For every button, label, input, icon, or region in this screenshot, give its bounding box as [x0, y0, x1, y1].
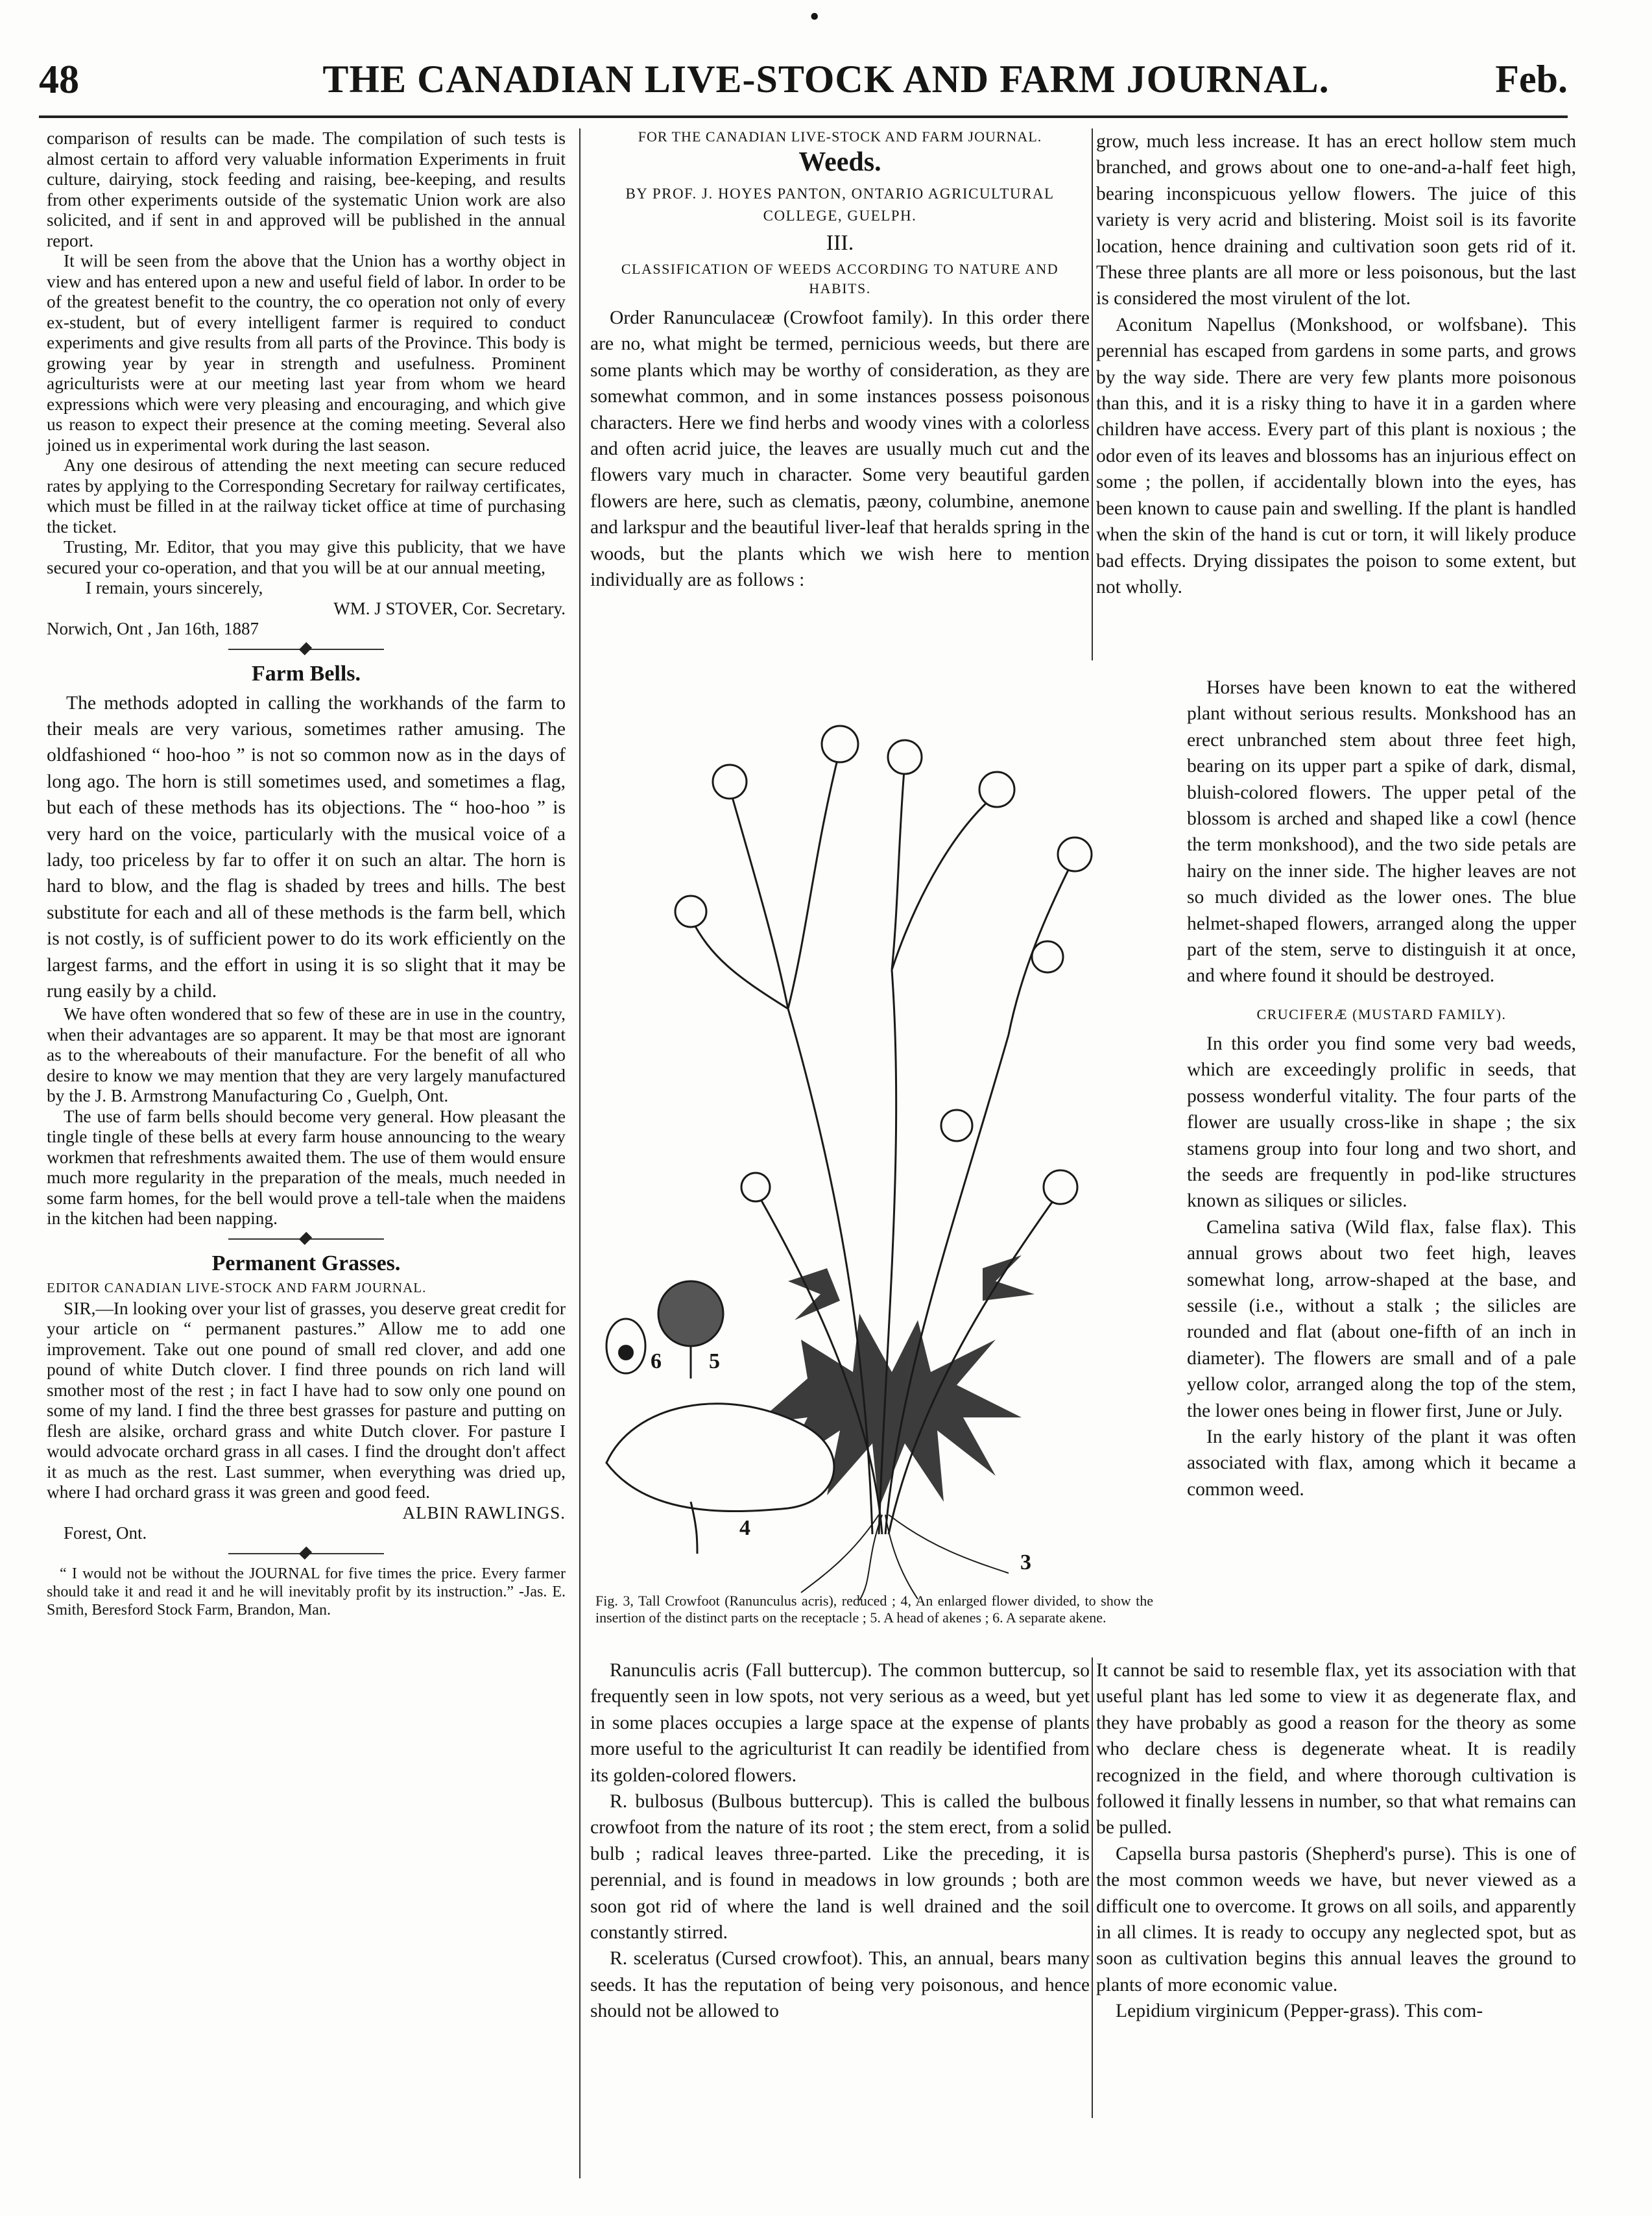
- paragraph: Ranunculis acris (Fall buttercup). The common buttercup, so frequently seen in low spots, not very serious as a weed, but yet in some places occupies a large space at the expense of plants more useful to the agriculturist It can readily be identified from its golden-colored flowers.: [590, 1660, 1090, 1786]
- article-credit: FOR THE CANADIAN LIVE-STOCK AND FARM JOURNAL.: [638, 128, 1042, 145]
- paragraph: R. sceleratus (Cursed crowfoot). This, an annual, bears many seeds. It has the reputation of being very poisonous, and hence should not be allowed to: [590, 1948, 1090, 2022]
- editor-salutation: EDITOR CANADIAN LIVE-STOCK AND FARM JOURNAL.: [47, 1279, 427, 1295]
- paragraph: Order Ranunculaceæ (Crowfoot family). In this order there are no, what might be termed, pernicious weeds, but there are some plants which may be worthy of consideration, as they are somewhat common, and in some instances possess poisonous characters. Here we find herbs and woody vines with a colorless and often acrid juice, the leaves are usually much cut and the flowers vary much in character. Some very beautiful garden flowers are here, such as clematis, pæony, columbine, anemone and larkspur and the beautiful liver-leaf that heralds spring in the woods, but the plants which we wish here to mention individually are as follows :: [590, 307, 1090, 591]
- part-number: III.: [826, 231, 854, 255]
- section-title-grasses: Permanent Grasses.: [211, 1251, 401, 1275]
- paragraph: Camelina sativa (Wild flax, false flax). This annual grows about two feet high, leaves somewhat long, arrow-shaped at the base, and sessile (i.e., without a stalk ; the silicles are rounded and flat (about one-fifth of an inch in diameter). The flowers are small and of a pale yellow color, arranged along the top of the stem, the lower ones being in flower first, June or July.: [1187, 1216, 1576, 1421]
- paragraph: grow, much less increase. It has an erect hollow stem much branched, and grows about one to one-and-a-half feet high, bearing inconspicuous yellow flowers. The juice of this variety is very acrid and blistering. Moist soil is its favorite location, hence draining and cultivation soon gets rid of it. These three plants are all more or less poisonous, but the last is considered the most virulent of the lot.: [1096, 131, 1576, 309]
- paragraph: The methods adopted in calling the workhands of the farm to their meals are very various, sometimes rather amusing. The oldfashioned “ hoo-hoo ” is not so common now as in the days of long ago. The horn is still sometimes used, and sometimes a flag, but each of these methods has its objections. The “ hoo-hoo ” is very hard on the voice, particularly with the musical voice of a lady, too priceless by far to offer it on such an altar. The horn is hard to blow, and the flag is shaded by trees and hills. The best substitute for each and all of these methods is the farm bell, which is not costly, is of sufficient power to do its work efficiently on the largest farms, and the effort in using it is so slight that it may be rung easily by a child.: [47, 692, 566, 1002]
- article-title: Weeds.: [798, 147, 881, 177]
- paragraph: Horses have been known to eat the withered plant without serious results. Monkshood has an erect unbranched stem about three feet high, bearing on its upper part a spike of dark, dismal, bluish-colored flowers. The upper petal of the blossom is arched and shaped like a cowl (hence the term monkshood), and the two side petals are hairy on the inner side. The higher leaves are not so much divided as the lower ones. The blue helmet-shaped flowers, arranged along the upper part of the stem, serve to distinguish it at once, and where found it should be destroyed.: [1187, 677, 1576, 987]
- tall-crowfoot-illustration: [593, 697, 1177, 1602]
- section-ornament: [228, 1234, 384, 1244]
- weeds-intro: [590, 305, 1090, 593]
- section-title-crucifer: CRUCIFERÆ (MUSTARD FAMILY).: [1256, 1006, 1507, 1022]
- paragraph: The use of farm bells should become very general. How pleasant the tingle tingle of these bells at every farm house announcing to the weary workmen that refreshments awaited them. The use of them would ensure much more regularity in the preparation of the meals, much needed in some farm homes, for the bell would prove a tell-tale when the maidens in the kitchen had been napping.: [47, 1106, 566, 1229]
- column-3-lower: [1096, 1657, 1576, 2025]
- paragraph: Trusting, Mr. Editor, that you may give this publicity, that we have secured your co-operation, and that you will be at our annual meeting,: [47, 537, 566, 577]
- farm-bells-article-cont: [47, 1004, 566, 1229]
- column-rule-2: [1092, 128, 1093, 660]
- paragraph: R. bulbosus (Bulbous buttercup). This is called the bulbous crowfoot from the nature of its root ; the stem erect, from a solid bulb ; radical leaves three-parted. Like the preceding, it is perennial, and is found in meadows in low grounds ; both are soon got rid of where the land is well drained and the soil constantly stirred.: [590, 1791, 1090, 1944]
- print-mark: •: [809, 1, 820, 32]
- byline: BY PROF. J. HOYES PANTON, ONTARIO AGRICULTURAL COLLEGE, GUELPH.: [625, 186, 1055, 224]
- dateline: Norwich, Ont , Jan 16th, 1887: [47, 619, 259, 638]
- paragraph: Lepidium virginicum (Pepper-grass). This com-: [1116, 2001, 1483, 2022]
- paragraph: Aconitum Napellus (Monkshood, or wolfsbane). This perennial has escaped from gardens in some parts, and grows by the way side. There are very few plants more poisonous than this, and it is a risky thing to have it in a garden where children have access. Every part of this plant is noxious ; the odor even of its leaves and blossoms has an injurious effect on some ; the pollen, if accidentally blown into the eyes, has been known to cause pain and swelling. If the plant is handled when the skin of the hand is cut or torn, it will likely produce bad effects. Drying dissipates the poison to some extent, but not wholly.: [1096, 314, 1576, 597]
- page-month: Feb.: [1495, 58, 1568, 101]
- column-2-lower: [590, 1657, 1090, 2025]
- paragraph: “ I would not be without the JOURNAL for five times the price. Every farmer should take it and read it and he will inevitably profit by its instruction.” -Jas. E. Smith, Beresford Stock Farm, Brandon, Man.: [47, 1565, 566, 1619]
- flax-shepherds-section: [1096, 1657, 1576, 2025]
- column-3: [1096, 128, 1576, 600]
- column-3-narrow: [1187, 675, 1576, 1502]
- weeds-cont: [1096, 128, 1576, 600]
- place: Forest, Ont.: [64, 1523, 147, 1543]
- signature: WM. J STOVER, Cor. Secretary.: [333, 598, 566, 618]
- figure-caption: Fig. 3, Tall Crowfoot (Ranunculus acris), reduced ; 4, An enlarged flower divided, to show the insertion of the distinct parts on the receptacle ; 5. A head of akenes ; 6. A separate akene.: [595, 1593, 1153, 1626]
- column-2: [590, 128, 1090, 593]
- header-rule: [39, 115, 1568, 118]
- grasses-letter: [47, 1299, 566, 1503]
- column-1: [47, 128, 566, 1619]
- closing: I remain, yours sincerely,: [86, 578, 263, 597]
- monkshood-cont: [1187, 675, 1576, 989]
- page-number: 48: [39, 58, 79, 102]
- paragraph: It cannot be said to resemble flax, yet its association with that useful plant has led some to view it as degenerate flax, and they have probably as good a reason for the theory as some who declare chess is degenerate wheat. It is readily recognized in the field, and where thorough cultivation is followed it finally lessens in number, so that what remains can be pulled.: [1096, 1660, 1576, 1838]
- farm-bells-article: [47, 690, 566, 1005]
- figure-label: 6: [651, 1349, 662, 1373]
- testimonial: [47, 1565, 566, 1619]
- figure-label: 4: [739, 1516, 750, 1540]
- section-ornament: [228, 645, 384, 654]
- paragraph: Capsella bursa pastoris (Shepherd's purse). This is one of the most common weeds we have, but never viewed as a difficult one to overcome. It grows on all soils, and apparently in all climes. It is ready to occupy any neglected spot, but as soon as cultivation begins this annual leaves the ground to plants of more economic value.: [1096, 1843, 1576, 1995]
- paragraph: SIR,—In looking over your list of grasses, you deserve great credit for your article on “ permanent pastures.” Allow me to add one improvement. Take out one pound of small red clover, and add one pound of white Dutch clover. I find three pounds on rich land will smother most of the rest ; in fact I have had to sow only one pound on some of my land. I find the three best grasses for pasture and putting on flesh are alsike, orchard grass and white Dutch clover. For pasture I would advocate orchard grass in all cases. I find the drought don't affect it as much as the rest. Last summer, when everything was dried up, where I had orchard grass it was green and good feed.: [47, 1298, 566, 1502]
- union-letter: [47, 128, 566, 578]
- paragraph: It will be seen from the above that the Union has a worthy object in view and has entered upon a new and useful field of labor. In order to be of the greatest benefit to the country, the co operation not only of every ex-student, but of every intelligent farmer is required to conduct experiments and give results from all parts of the Province. This body is growing year by year in strength and usefulness. Prominent agriculturists were at our meeting last year from whom we heard expressions which were very pleasing and encouraging, and which give us reason to expect their presence at the coming meeting. Several also joined us in experimental work during the last season.: [47, 251, 566, 455]
- crucifer-section: [1187, 1031, 1576, 1502]
- journal-title: THE CANADIAN LIVE-STOCK AND FARM JOURNAL.: [322, 58, 1330, 101]
- paragraph: In the early history of the plant it was often associated with flax, among which it became a common weed.: [1187, 1426, 1576, 1500]
- figure-label: 3: [1020, 1550, 1031, 1574]
- buttercup-section: [590, 1657, 1090, 2025]
- signature: ALBIN RAWLINGS.: [402, 1502, 566, 1523]
- subhead: CLASSIFICATION OF WEEDS ACCORDING TO NATURE AND HABITS.: [621, 261, 1059, 296]
- column-rule-1: [579, 128, 581, 2178]
- section-ornament: [228, 1549, 384, 1558]
- column-rule-3: [1092, 1657, 1093, 2118]
- paragraph: In this order you find some very bad weeds, which are exceedingly prolific in seeds, that possess wonderful vitality. The four parts of the flower are usually cross-like in shape ; the six stamens group into four long and two short, and the seeds are frequently in pod-like structures known as siliques or silicles.: [1187, 1033, 1576, 1212]
- section-title-farm-bells: Farm Bells.: [251, 661, 361, 686]
- paragraph: We have often wondered that so few of these are in use in the country, when their advantages are so apparent. It may be that most are ignorant as to the whereabouts of their manufacture. For the benefit of all who desire to know we may mention that they are very largely manufactured by the J. B. Armstrong Manufacturing Co , Guelph, Ont.: [47, 1004, 566, 1106]
- paragraph: comparison of results can be made. The compilation of such tests is almost certain to afford very valuable information Experiments in fruit culture, dairying, stock feeding and raising, bee-keeping, and results from other experiments outside of the systematic Union work are also solicited, and if sent in and approved will be published in the annual report.: [47, 128, 566, 250]
- paragraph: Any one desirous of attending the next meeting can secure reduced rates by applying to the Corresponding Secretary for railway certificates, which must be filled in at the railway ticket office at time of purchasing the ticket.: [47, 455, 566, 536]
- figure-label: 5: [709, 1349, 720, 1373]
